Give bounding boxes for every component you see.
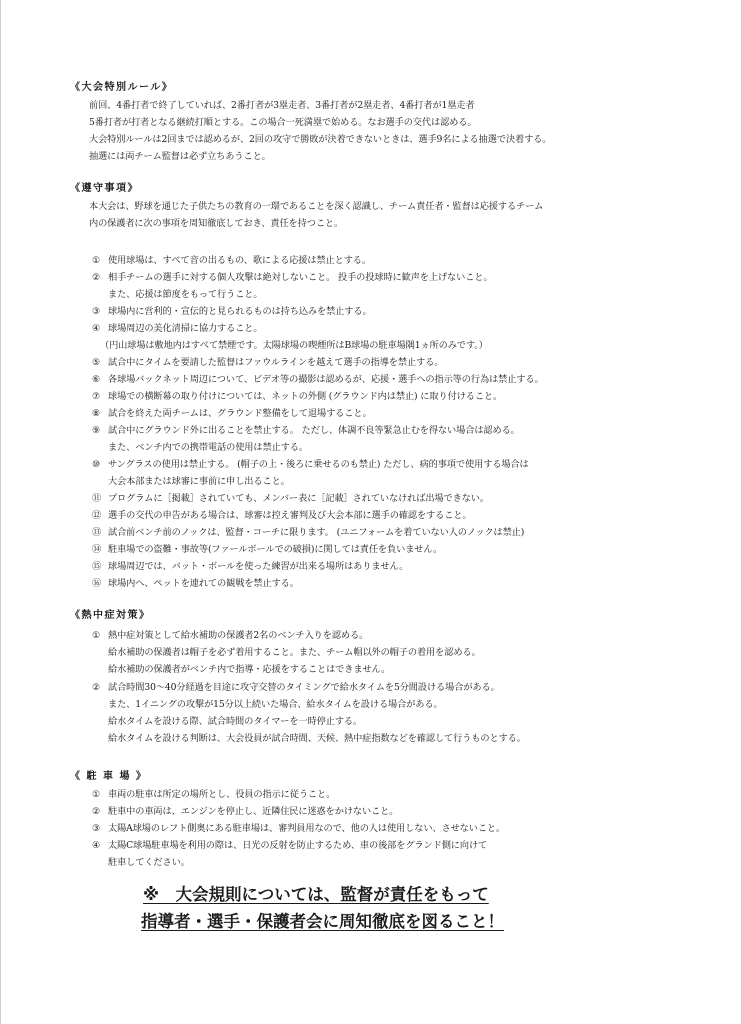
list-item-number: ② bbox=[92, 806, 101, 817]
list-item-number: ① bbox=[92, 255, 101, 266]
special-rules-line: 前回、4番打者で終了していれば、2番打者が3塁走者、3番打者が2塁走者、4番打者が1塁走者 bbox=[89, 100, 475, 111]
compliance-item-text: また、ベンチ内での携帯電話の使用は禁止する。 bbox=[108, 442, 308, 453]
section-heading-compliance: 《遵守事項》 bbox=[70, 183, 139, 194]
compliance-item-text: 使用球場は、すべて音の出るもの、歌による応援は禁止とする。 bbox=[108, 255, 371, 266]
list-item-number: ⑩ bbox=[92, 459, 101, 470]
list-item-number: ③ bbox=[92, 306, 101, 317]
list-item-number: ⑭ bbox=[92, 544, 102, 555]
compliance-intro-line: 内の保護者に次の事項を周知徹底しておき、責任を持つこと。 bbox=[89, 218, 344, 229]
heatstroke-item-text: 試合時間30～40分経過を目途に攻守交替のタイミングで給水タイムを5分間設ける場合がある。 bbox=[108, 682, 500, 693]
list-item-number: ④ bbox=[92, 323, 101, 334]
list-item-number: ⑪ bbox=[92, 493, 102, 504]
list-item-number: ② bbox=[92, 682, 101, 693]
list-item-number: ⑫ bbox=[92, 510, 102, 521]
parking-item-text: 駐車中の車両は、エンジンを停止し、近隣住民に迷惑をかけないこと。 bbox=[108, 806, 399, 817]
list-item-number: ⑮ bbox=[92, 561, 102, 572]
compliance-item-text: プログラムに［掲載］されていても、メンバー表に［記載］されていなければ出場できない。 bbox=[108, 493, 489, 504]
special-rules-line: 5番打者が打者となる継続打順とする。この場合一死満塁で始める。なお選手の交代は認める。 bbox=[89, 117, 477, 128]
list-item-number: ① bbox=[92, 630, 101, 641]
compliance-item-text: 試合前ベンチ前のノックは、監督・コーチに限ります。 (ユニフォームを着ていない人のノックは禁止) bbox=[108, 527, 525, 538]
compliance-item-text: 球場内へ、ペットを連れての観戦を禁止する。 bbox=[108, 578, 299, 589]
list-item-number: ⑦ bbox=[92, 391, 101, 402]
compliance-item-text: 大会本部または球審に事前に申し出ること。 bbox=[108, 476, 290, 487]
section-heading-heatstroke: 《熱中症対策》 bbox=[70, 610, 151, 621]
special-rules-line: 抽選には両チーム監督は必ず立ちあうこと。 bbox=[89, 151, 271, 162]
list-item-number: ⑥ bbox=[92, 374, 101, 385]
heatstroke-item-text: 給水タイムを設ける判断は、大会役員が試合時間、天候、熱中症指数などを確認して行うものとする。 bbox=[108, 733, 526, 744]
list-item-number: ⑧ bbox=[92, 408, 101, 419]
parking-item-text: 車両の駐車は所定の場所とし、役員の指示に従うこと。 bbox=[108, 789, 336, 800]
special-rules-line: 大会特別ルールは2回までは認めるが、2回の攻守で勝敗が決着できないときは、選手9名による抽選で決着する。 bbox=[89, 134, 552, 145]
section-heading-special-rules: 《大会特別ルール》 bbox=[70, 82, 174, 93]
compliance-item-text: 試合中にタイムを要請した監督はファウルラインを越えて選手の指導を禁止する。 bbox=[108, 357, 444, 368]
compliance-item-text: 球場での横断幕の取り付けについては、ネットの外側 (グラウンド内は禁止) に取り付けること。 bbox=[108, 391, 503, 402]
notice-line-1: ※ 大会規則については、監督が責任をもって bbox=[143, 885, 489, 904]
parking-item-text: 太陽A球場のレフト側奥にある駐車場は、審判員用なので、他の人は使用しない、させないこと。 bbox=[108, 823, 506, 834]
list-item-number: ⑬ bbox=[92, 527, 102, 538]
compliance-item-text: 球場内に営利的・宣伝的と見られるものは持ち込みを禁止する。 bbox=[108, 306, 372, 317]
heatstroke-item-text: 給水タイムを設ける際、試合時間のタイマーを一時停止する。 bbox=[108, 716, 363, 727]
compliance-item-text: 試合を終えた両チームは、グラウンド整備をして退場すること。 bbox=[108, 408, 372, 419]
compliance-item-text: 駐車場での盗難・事故等(ファールボールでの破損)に関しては責任を負いません。 bbox=[108, 544, 443, 555]
compliance-item-text: 球場周辺の美化清掃に協力すること。 bbox=[108, 323, 263, 334]
list-item-number: ③ bbox=[92, 823, 101, 834]
compliance-item-text: また、応援は節度をもって行うこと。 bbox=[108, 289, 263, 300]
compliance-intro-line: 本大会は、野球を通じた子供たちの教育の一環であることを深く認識し、チーム責任者・監督は応援するチーム bbox=[89, 201, 544, 212]
notice-line-2: 指導者・選手・保護者会に周知徹底を図ること！ bbox=[141, 912, 504, 931]
list-item-number: ⑨ bbox=[92, 425, 101, 436]
compliance-item-text: 球場周辺では、バット・ボールを使った練習が出来る場所はありません。 bbox=[108, 561, 409, 572]
list-item-number: ⑤ bbox=[92, 357, 101, 368]
heatstroke-item-text: 給水補助の保護者は帽子を必ず着用すること。また、チーム帽以外の帽子の着用を認める。 bbox=[108, 647, 481, 658]
parking-item-text: 太陽C球場駐車場を利用の際は、日光の反射を防止するため、車の後部をグランド側に向けて bbox=[108, 840, 488, 851]
compliance-item-text: 試合中にグラウンド外に出ることを禁止する。 ただし、体調不良等緊急止むを得ない場合は認める。 bbox=[108, 425, 520, 436]
list-item-number: ④ bbox=[92, 840, 101, 851]
compliance-item-text: 相手チームの選手に対する個人攻撃は絶対しないこと。 投手の投球時に歓声を上げないこと。 bbox=[108, 272, 493, 283]
list-item-number: ② bbox=[92, 272, 101, 283]
parking-item-text: 駐車してください。 bbox=[108, 857, 190, 868]
compliance-item-text: 各球場バックネット周辺について、ビデオ等の撮影は認めるが、応援・選手への指示等の行為は禁止する。 bbox=[108, 374, 544, 385]
compliance-item-text: 選手の交代の申告がある場合は、球審は控え審判及び大会本部に選手の確認をすること。 bbox=[108, 510, 472, 521]
heatstroke-item-text: また、1イニングの攻撃が15分以上続いた場合、給水タイムを設ける場合がある。 bbox=[108, 699, 443, 710]
heatstroke-item-text: 熱中症対策として給水補助の保護者2名のベンチ入りを認める。 bbox=[108, 630, 369, 641]
compliance-item-text: （円山球場は敷地内はすべて禁煙です。太陽球場の喫煙所はB球場の駐車場隅1ヵ所のみです。） bbox=[100, 340, 488, 351]
list-item-number: ① bbox=[92, 789, 101, 800]
compliance-item-text: サングラスの使用は禁止する。 (帽子の上・後ろに乗せるのも禁止) ただし、病的事項で使用する場合は bbox=[108, 459, 529, 470]
list-item-number: ⑯ bbox=[92, 578, 102, 589]
heatstroke-item-text: 給水補助の保護者がベンチ内で指導・応援をすることはできません。 bbox=[108, 664, 391, 675]
section-heading-parking: 《 駐 車 場 》 bbox=[70, 771, 148, 782]
